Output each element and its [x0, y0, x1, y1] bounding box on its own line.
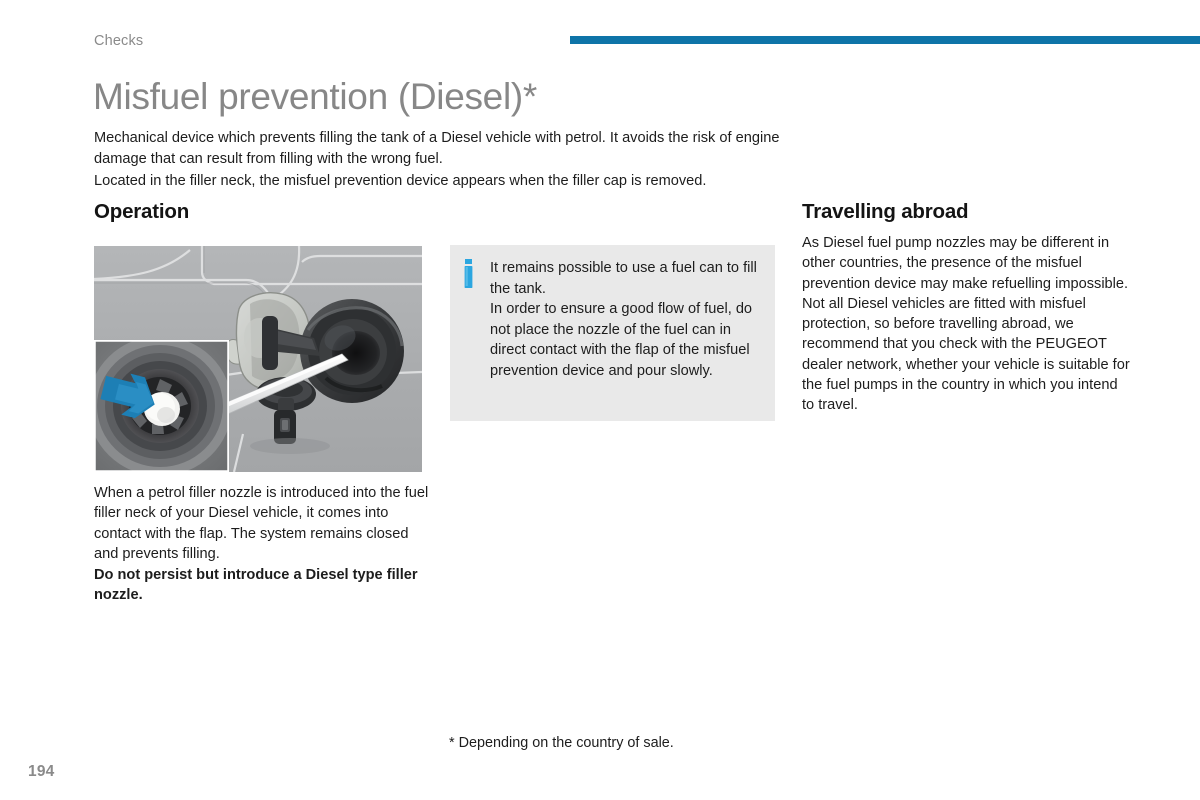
- running-head: Checks: [94, 33, 144, 49]
- operation-heading: Operation: [94, 200, 190, 223]
- caption-bold: Do not persist but introduce a Diesel type filler nozzle.: [94, 566, 418, 604]
- intro-text: [94, 128, 784, 192]
- intro-paragraph-2: Located in the filler neck, the misfuel prevention device appears when the filler cap is removed.: [94, 172, 707, 189]
- abroad-paragraph-2: Not all Diesel vehicles are fitted with misfuel protection, so before travelling abroad, we recommend that you check with the PEUGEOT dealer network, whether your vehicle is suitable for the fuel pumps in the country in which you intend to travel.: [802, 295, 1130, 414]
- travelling-abroad-heading: Travelling abroad: [802, 200, 969, 223]
- header-rule: [570, 36, 1200, 44]
- misfuel-flap-closeup-inset: [94, 336, 232, 472]
- note-paragraph-2: In order to ensure a good flow of fuel, do not place the nozzle of the fuel can in direct contact with the flap of the misfuel prevention device and pour slowly.: [490, 301, 753, 379]
- misfuel-illustration: [94, 246, 422, 472]
- note-paragraph-1: It remains possible to use a fuel can to fill the tank.: [490, 260, 757, 297]
- page-number: 194: [28, 763, 55, 780]
- travelling-abroad-text: [802, 233, 1132, 416]
- intro-paragraph-1: Mechanical device which prevents filling the tank of a Diesel vehicle with petrol. It avoids the risk of engine damage that can result from filling with the wrong fuel.: [94, 130, 780, 168]
- travelling-abroad-column: [802, 200, 1132, 416]
- footnote: * Depending on the country of sale.: [449, 735, 674, 751]
- info-note-text: [486, 258, 759, 382]
- info-icon: [464, 258, 486, 289]
- caption-plain: When a petrol filler nozzle is introduced into the fuel filler neck of your Diesel vehicle, it comes into contact with the flap. The system remains closed and prevents filling.: [94, 485, 429, 563]
- operation-column: [94, 200, 422, 224]
- abroad-paragraph-1: As Diesel fuel pump nozzles may be different in other countries, the presence of the misfuel prevention device may make refuelling impossible.: [802, 235, 1129, 292]
- info-note-box: [450, 245, 775, 421]
- figure-caption: [94, 483, 429, 605]
- page-title: Misfuel prevention (Diesel)*: [93, 76, 538, 117]
- misfuel-illustration-graphic: [94, 246, 422, 472]
